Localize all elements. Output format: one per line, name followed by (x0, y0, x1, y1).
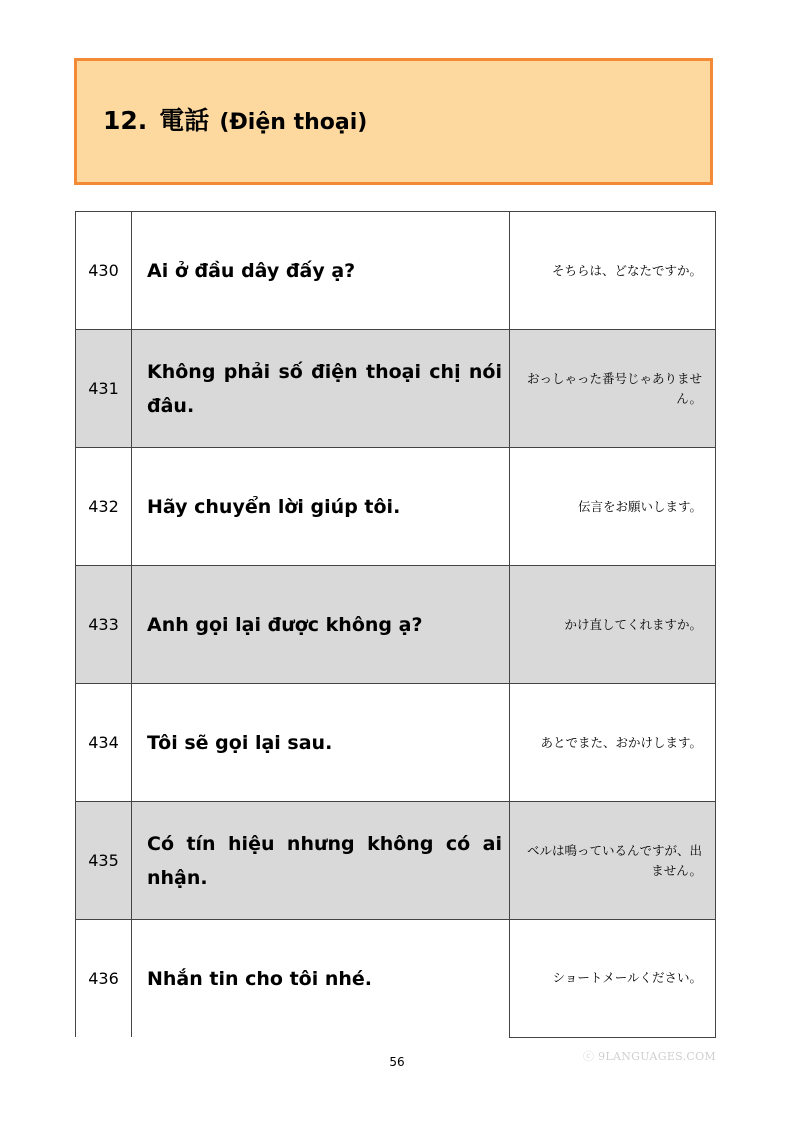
section-number: 12. (103, 106, 148, 135)
table-row (76, 802, 716, 920)
table-row (76, 566, 716, 684)
phrase-vietnamese: Không phải số điện thoại chị nói đâu. (132, 330, 510, 448)
phrase-vietnamese: Ai ở đầu dây đấy ạ? (132, 212, 510, 330)
phrase-number: 435 (76, 802, 132, 920)
section-title (103, 101, 367, 137)
phrase-japanese: そちらは、どなたですか。 (510, 212, 716, 330)
phrase-japanese: おっしゃった番号じゃありません。 (510, 330, 716, 448)
section-title-box (74, 58, 713, 185)
phrase-number: 431 (76, 330, 132, 448)
phrase-japanese: ベルは鳴っているんですが、出ません。 (510, 802, 716, 920)
page-number: 56 (389, 1055, 405, 1069)
copyright-watermark: ⓒ 9LANGUAGES.COM (583, 1050, 716, 1063)
phrase-vietnamese: Nhắn tin cho tôi nhé. (132, 920, 510, 1038)
phrase-japanese: あとでまた、おかけします。 (510, 684, 716, 802)
table-row (76, 212, 716, 330)
phrase-vietnamese: Có tín hiệu nhưng không có ai nhận. (132, 802, 510, 920)
phrase-number: 436 (76, 920, 132, 1038)
phrase-number: 432 (76, 448, 132, 566)
phrase-number: 434 (76, 684, 132, 802)
phrase-japanese: 伝言をお願いします。 (510, 448, 716, 566)
phrase-vietnamese: Tôi sẽ gọi lại sau. (132, 684, 510, 802)
table-row (76, 448, 716, 566)
phrase-vietnamese: Anh gọi lại được không ạ? (132, 566, 510, 684)
phrase-japanese: かけ直してくれますか。 (510, 566, 716, 684)
phrase-table (75, 211, 716, 1038)
section-title-vietnamese: (Điện thoại) (219, 110, 368, 135)
phrase-number: 430 (76, 212, 132, 330)
table-row (76, 684, 716, 802)
phrase-japanese: ショートメールください。 (510, 920, 716, 1038)
table-row (76, 330, 716, 448)
section-title-japanese: 電話 (159, 106, 210, 135)
phrase-vietnamese: Hãy chuyển lời giúp tôi. (132, 448, 510, 566)
table-row (76, 920, 716, 1038)
phrase-number: 433 (76, 566, 132, 684)
